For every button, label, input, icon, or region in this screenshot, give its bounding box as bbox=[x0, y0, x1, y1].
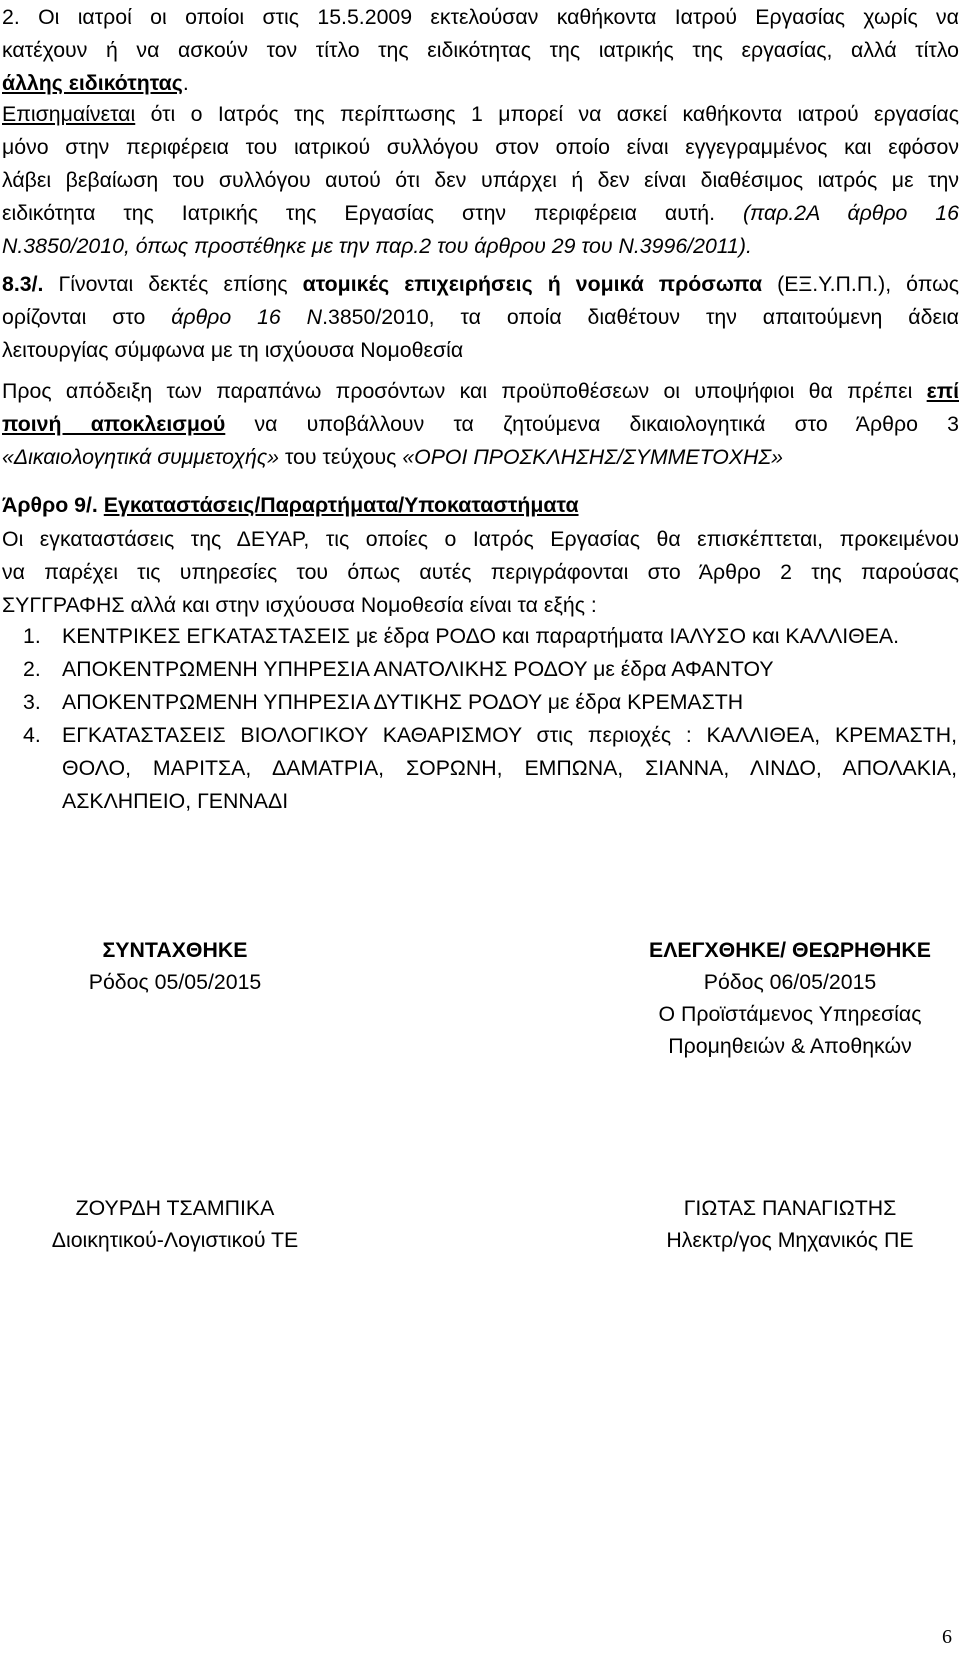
right-signature-role2: Προμηθειών & Αποθηκών bbox=[668, 1034, 912, 1058]
article9-line3: ΣΥΓΓΡΑΦΗΣ αλλά και στην ισχύουσα Νομοθεσία είναι τα εξής : bbox=[2, 593, 597, 617]
proof-l3b: του τεύχους bbox=[279, 445, 403, 469]
list-item: ΕΓΚΑΤΑΣΤΑΣΕΙΣ ΒΙΟΛΟΓΙΚΟΥ ΚΑΘΑΡΙΣΜΟΥ στις περιοχές : ΚΑΛΛΙΘΕΑ, ΚΡΕΜΑΣΤΗ, bbox=[62, 723, 957, 747]
s83-bold: ατομικές επιχειρήσεις ή νομικά πρόσωπα bbox=[302, 272, 763, 296]
article9-heading bbox=[2, 492, 960, 518]
left-signatory-position: Διοικητικού-Λογιστικού ΤΕ bbox=[51, 1228, 299, 1252]
emphasis-ref: (παρ.2Α άρθρο 16 bbox=[742, 201, 959, 225]
list-item-number: 3. bbox=[23, 690, 41, 714]
s83-tail: (ΕΞ.Υ.Π.Π.), όπως bbox=[762, 272, 960, 296]
s83-lead: Γίνονται δεκτές επίσης bbox=[43, 272, 303, 296]
article9-line2: να παρέχει τις υπηρεσίες του όπως αυτές περιγράφονται στο Άρθρο 2 της παρούσας bbox=[2, 560, 959, 584]
s83-line1 bbox=[2, 271, 959, 297]
right-signature-role1: Ο Προϊστάμενος Υπηρεσίας bbox=[658, 1002, 922, 1026]
proof-l3c: «ΟΡΟΙ ΠΡΟΣΚΛΗΣΗΣ/ΣΥΜΜΕΤΟΧΗΣ» bbox=[402, 445, 783, 469]
emphasis-lead: Επισημαίνεται bbox=[2, 102, 136, 126]
proof-l1a: Προς απόδειξη των παραπάνω προσόντων και προϋποθέσεων οι υποψήφιοι θα πρέπει bbox=[2, 379, 927, 403]
right-signature-date: Ρόδος 06/05/2015 bbox=[703, 970, 877, 994]
right-signature-title: ΕΛΕΓΧΘΗΚΕ/ ΘΕΩΡΗΘΗΚΕ bbox=[649, 938, 931, 962]
list-item-number: 2. bbox=[23, 657, 41, 681]
s83-line2 bbox=[2, 304, 959, 330]
s83-line3: λειτουργίας σύμφωνα με τη ισχύουσα Νομοθεσία bbox=[2, 338, 464, 362]
emphasis-line3: λάβει βεβαίωση του συλλόγου αυτού ότι δεν υπάρχει ή δεν είναι διαθέσιμος ιατρός με την bbox=[2, 168, 959, 192]
emphasis-line4-text: ειδικότητα της Ιατρικής της Εργασίας στην περιφέρεια αυτή. bbox=[2, 201, 716, 225]
left-signatory-name: ΖΟΥΡΔΗ ΤΣΑΜΠΙΚΑ bbox=[75, 1196, 275, 1220]
proof-l1b: επί bbox=[926, 379, 959, 403]
list-item: ΚΕΝΤΡΙΚΕΣ ΕΓΚΑΤΑΣΤΑΣΕΙΣ με έδρα ΡΟΔΟ και παραρτήματα ΙΑΛΥΣΟ και ΚΑΛΛΙΘΕΑ. bbox=[62, 624, 900, 648]
emphasis-line2: μόνο στην περιφέρεια του ιατρικού συλλόγου στον οποίο είναι εγγεγραμμένος και εφόσον bbox=[2, 135, 959, 159]
s83-ref: άρθρο 16 Ν bbox=[171, 305, 323, 329]
proof-line2 bbox=[2, 411, 959, 437]
s83-number: 8.3/. bbox=[2, 272, 44, 296]
emphasis-line4 bbox=[2, 200, 959, 226]
list-item: ΑΠΟΚΕΝΤΡΩΜΕΝΗ ΥΠΗΡΕΣΙΑ ΑΝΑΤΟΛΙΚΗΣ ΡΟΔΟΥ με έδρα ΑΦΑΝΤΟΥ bbox=[62, 657, 774, 681]
list-item-number: 1. bbox=[23, 624, 41, 648]
proof-l2b: να υποβάλλουν τα ζητούμενα δικαιολογητικά στο Άρθρο 3 bbox=[225, 412, 959, 436]
right-signatory-name: ΓΙΩΤΑΣ ΠΑΝΑΓΙΩΤΗΣ bbox=[683, 1196, 897, 1220]
left-signature-date: Ρόδος 05/05/2015 bbox=[88, 970, 262, 994]
para2-line2: κατέχουν ή να ασκούν τον τίτλο της ειδικότητας της ιατρικής της εργασίας, αλλά τίτλο bbox=[2, 38, 959, 62]
proof-l2a: ποινή αποκλεισμού bbox=[2, 412, 226, 436]
list-item: ΑΠΟΚΕΝΤΡΩΜΕΝΗ ΥΠΗΡΕΣΙΑ ΔΥΤΙΚΗΣ ΡΟΔΟΥ με έδρα ΚΡΕΜΑΣΤΗ bbox=[62, 690, 744, 714]
left-signature-title: ΣΥΝΤΑΧΘΗΚΕ bbox=[102, 938, 248, 962]
para2-period: . bbox=[182, 71, 189, 95]
right-signatory-position: Ηλεκτρ/γος Μηχανικός ΠΕ bbox=[666, 1228, 914, 1252]
s83-l2a: ορίζονται στο bbox=[2, 305, 172, 329]
s83-l2b: .3850/2010, τα οποία διαθέτουν την απαιτούμενη άδεια bbox=[322, 305, 959, 329]
article9-title: Εγκαταστάσεις/Παραρτήματα/Υποκαταστήματα bbox=[103, 493, 579, 517]
emphasis-line1-text: ότι ο Ιατρός της περίπτωσης 1 μπορεί να ασκεί καθήκοντα ιατρού εργασίας bbox=[135, 102, 959, 126]
para2-line3 bbox=[2, 70, 960, 96]
page-number: 6 bbox=[942, 1626, 952, 1648]
para2-line1: 2. Οι ιατροί οι οποίοι στις 15.5.2009 εκτελούσαν καθήκοντα Ιατρού Εργασίας χωρίς να bbox=[2, 5, 959, 29]
article9-number: Άρθρο 9/. bbox=[2, 493, 98, 517]
proof-line1 bbox=[2, 378, 959, 404]
list-item-number: 4. bbox=[23, 723, 41, 747]
para2-emphasis: άλλης ειδικότητας bbox=[2, 71, 183, 95]
article9-line1: Οι εγκαταστάσεις της ΔΕΥΑΡ, τις οποίες ο Ιατρός Εργασίας θα επισκέπτεται, προκειμένου bbox=[2, 527, 959, 551]
list-item-continued: ΑΣΚΛΗΠΕΙΟ, ΓΕΝΝΑΔΙ bbox=[62, 789, 289, 813]
emphasis-line5: Ν.3850/2010, όπως προστέθηκε με την παρ.2 του άρθρου 29 του Ν.3996/2011). bbox=[2, 234, 752, 258]
proof-line3 bbox=[2, 444, 960, 470]
proof-l3a: «Δικαιολογητικά συμμετοχής» bbox=[2, 445, 280, 469]
list-item-continued: ΘΟΛΟ, ΜΑΡΙΤΣΑ, ΔΑΜΑΤΡΙΑ, ΣΟΡΩΝΗ, ΕΜΠΩΝΑ, ΣΙΑΝΝΑ, ΛΙΝΔΟ, ΑΠΟΛΑΚΙΑ, bbox=[62, 756, 957, 780]
emphasis-line1 bbox=[2, 101, 959, 127]
